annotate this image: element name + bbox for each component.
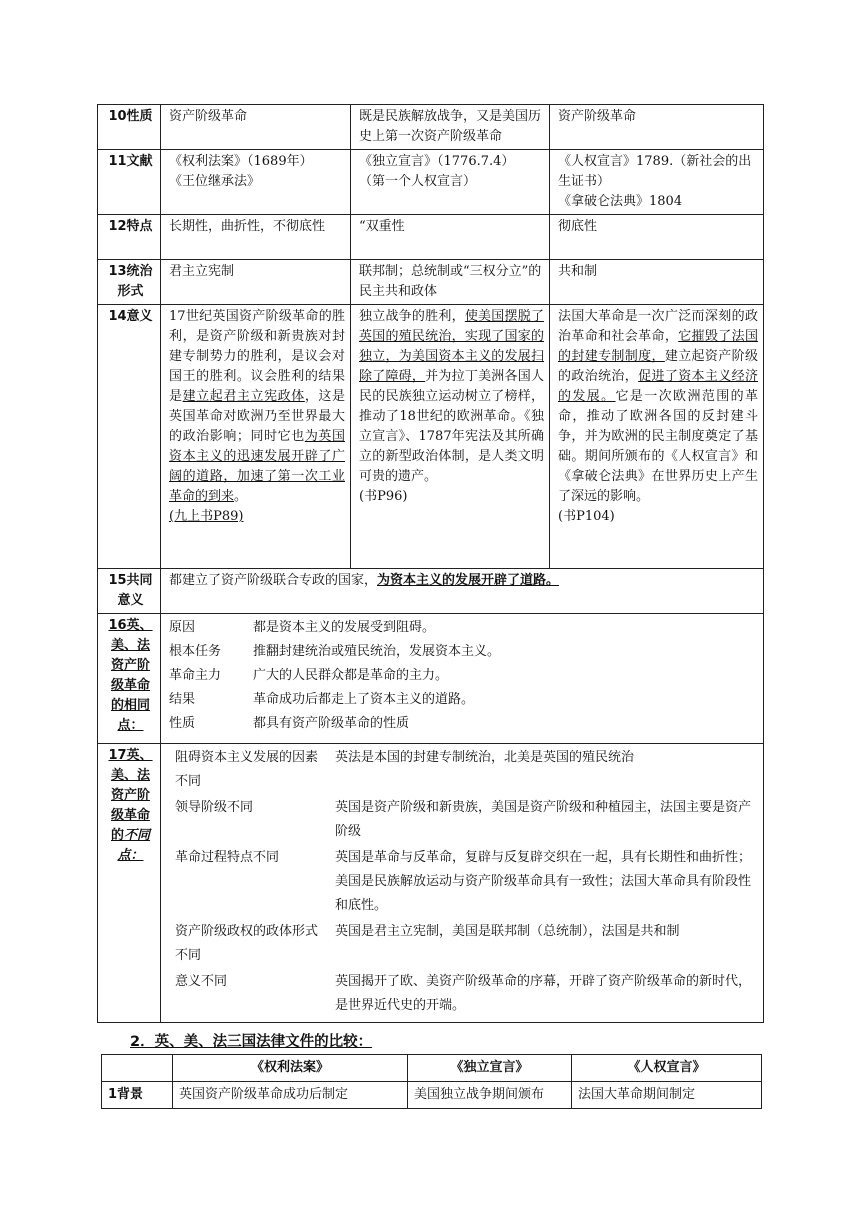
table-cell <box>161 150 351 215</box>
row-header <box>98 744 161 1023</box>
table-cell: 法国大革命期间制定 <box>572 1082 762 1109</box>
difference-value: 英国是资产阶级和新贵族，美国是资产阶级和种植园主，法国主要是资产阶级 <box>335 800 752 839</box>
underlined-text: 它摧毁了法国的封建专制制度， <box>558 329 758 364</box>
table-cell: 共和制 <box>550 260 764 305</box>
difference-item <box>175 746 758 794</box>
column-header: 《权利法案》 <box>173 1055 408 1082</box>
table-row <box>98 305 764 569</box>
table-row <box>98 614 764 744</box>
similarity-label: 结果 <box>169 692 196 707</box>
difference-value: 英国是君主立宪制，美国是联邦制（总统制），法国是共和制 <box>335 924 680 939</box>
cell-text: 建立起资产阶级的政治统治， <box>558 349 758 384</box>
table-row <box>98 260 764 305</box>
row-header-text: 17英、美、法资产阶级革命的 <box>108 748 153 843</box>
table-cell <box>161 569 764 614</box>
differences-list <box>175 746 758 1018</box>
difference-value: 英法是本国的封建专制统治，北美是英国的殖民统治 <box>335 750 635 765</box>
row-header: 15共同意义 <box>98 569 161 614</box>
bold-underlined-text: 为资本主义的发展开辟了道路。 <box>377 573 560 588</box>
table-row <box>98 744 764 1023</box>
table-cell: 资产阶级革命 <box>550 105 764 150</box>
difference-item <box>175 846 758 918</box>
underlined-text: 建立起君主立宪政体 <box>182 389 305 404</box>
table-cell <box>161 614 764 744</box>
underlined-text: 为英国资本主义的迅速发展开辟了广阔的道路，加速了第一次工业革命的到来 <box>169 429 345 504</box>
similarity-value: 推翻封建统治或殖民统治，发展资本主义。 <box>253 644 501 659</box>
cell-text: 独立战争的胜利， <box>359 309 465 324</box>
cell-line: 《权利法案》（1689年） <box>169 154 313 169</box>
similarity-label: 根本任务 <box>169 644 222 659</box>
row-header: 10性质 <box>98 105 161 150</box>
table-cell: 长期性，曲折性，不彻底性 <box>161 215 351 260</box>
table-cell <box>351 150 550 215</box>
difference-item <box>175 970 758 1018</box>
difference-value: 英国是革命与反革命，复辟与反复辟交织在一起，具有长期性和曲折性；美国是民族解放运动与资产阶级革命具有一致性；法国大革命具有阶段性和底性。 <box>335 850 752 913</box>
column-header: 《独立宣言》 <box>408 1055 572 1082</box>
revolution-comparison-table <box>97 104 764 1023</box>
cell-line: 《独立宣言》（1776.7.4） <box>359 154 515 169</box>
table-cell <box>550 305 764 569</box>
row-header: 1背景 <box>102 1082 173 1109</box>
page-reference: (书P96) <box>359 489 408 504</box>
similarity-value: 革命成功后都走上了资本主义的道路。 <box>253 692 475 707</box>
cell-line: （第一个人权宣言） <box>359 174 477 189</box>
difference-value: 英国揭开了欧、美资产阶级革命的序幕，开辟了资产阶级革命的新时代，是世界近代史的开端。 <box>335 974 752 1013</box>
law-documents-table <box>101 1054 762 1109</box>
cell-text: 。 <box>234 489 248 504</box>
table-row <box>98 105 764 150</box>
similarity-value: 广大的人民群众都是革命的主力。 <box>253 668 449 683</box>
row-header: 11文献 <box>98 150 161 215</box>
underlined-text: 促进了资本主义经济的发展。 <box>558 369 758 404</box>
table-cell: 英国资产阶级革命成功后制定 <box>173 1082 408 1109</box>
similarity-label: 革命主力 <box>169 668 222 683</box>
similarity-label: 性质 <box>169 716 196 731</box>
table-cell: 彻底性 <box>550 215 764 260</box>
difference-item <box>175 920 758 968</box>
similarity-value: 都是资本主义的发展受到阻碍。 <box>253 620 436 635</box>
cell-text: 17世纪英国资产阶级革命的胜利，是资产阶级和新贵族对封建专制势力的胜利，是议会对国王的胜利。议会胜利的结果是 <box>169 309 345 404</box>
row-header: 13统治形式 <box>98 260 161 305</box>
similarity-value: 都具有资产阶级革命的性质 <box>253 716 410 731</box>
row-header: 12特点 <box>98 215 161 260</box>
page-reference: (书P104) <box>558 509 615 524</box>
table-row <box>98 150 764 215</box>
table-cell: 君主立宪制 <box>161 260 351 305</box>
table-cell: 美国独立战争期间颁布 <box>408 1082 572 1109</box>
similarity-label: 原因 <box>169 620 196 635</box>
section-title: 2．英、美、法三国法律文件的比较： <box>130 1034 373 1050</box>
table-cell: 联邦制；总统制或“三权分立”的民主共和政体 <box>351 260 550 305</box>
column-header <box>102 1055 173 1082</box>
table-cell <box>550 150 764 215</box>
similarities-list <box>169 616 758 735</box>
row-header: 16英、美、法资产阶级革命的相同点： <box>98 614 161 744</box>
underlined-text: 使美国摆脱了英国的殖民统治，实现了国家的独立，为美国资本主义的发展扫除了障碍， <box>359 309 544 384</box>
cell-line: 《人权宣言》1789.（新社会的出生证书） <box>558 154 752 189</box>
difference-label: 革命过程特点不同 <box>175 850 280 865</box>
cell-text: 并为拉丁美洲各国人民的民族独立运动树立了榜样，推动了18世纪的欧洲革命。《独立宣言》、1787年宪法及其所确立的新型政治体制，是人类文明可贵的遗产。 <box>359 369 544 484</box>
table-cell <box>351 305 550 569</box>
difference-item <box>175 796 758 844</box>
table-cell <box>161 305 351 569</box>
difference-label: 领导阶级不同 <box>175 800 254 815</box>
cell-text: ，这是英国革命对欧洲乃至世界最大的政治影响；同时它也 <box>169 389 345 444</box>
cell-line: 《拿破仑法典》1804 <box>558 194 683 209</box>
table-row <box>102 1082 762 1109</box>
table-row <box>98 215 764 260</box>
row-header-italic: 不同点： <box>117 828 151 863</box>
cell-text: 它是一次欧洲范围的革命，推动了欧洲各国的反封建斗争，并为欧洲的民主制度奠定了基础。期间所颁布的《人权宣言》和《拿破仑法典》在世界历史上产生了深远的影响。 <box>558 389 758 504</box>
difference-label: 意义不同 <box>175 974 228 989</box>
page-reference: (九上书P89) <box>169 509 244 524</box>
table-header-row <box>102 1055 762 1082</box>
table-cell: “双重性 <box>351 215 550 260</box>
column-header: 《人权宣言》 <box>572 1055 762 1082</box>
difference-label: 资产阶级政权的政体形式不同 <box>175 924 319 963</box>
cell-line: 《王位继承法》 <box>169 174 261 189</box>
table-cell <box>161 744 764 1023</box>
cell-text: 都建立了资产阶级联合专政的国家， <box>169 573 378 588</box>
table-cell: 资产阶级革命 <box>161 105 351 150</box>
difference-label: 阻碍资本主义发展的因素不同 <box>175 750 319 789</box>
cell-text: 法国大革命是一次广泛而深刻的政治革命和社会革命， <box>558 309 758 344</box>
row-header: 14意义 <box>98 305 161 569</box>
table-cell: 既是民族解放战争，又是美国历史上第一次资产阶级革命 <box>351 105 550 150</box>
table-row <box>98 569 764 614</box>
